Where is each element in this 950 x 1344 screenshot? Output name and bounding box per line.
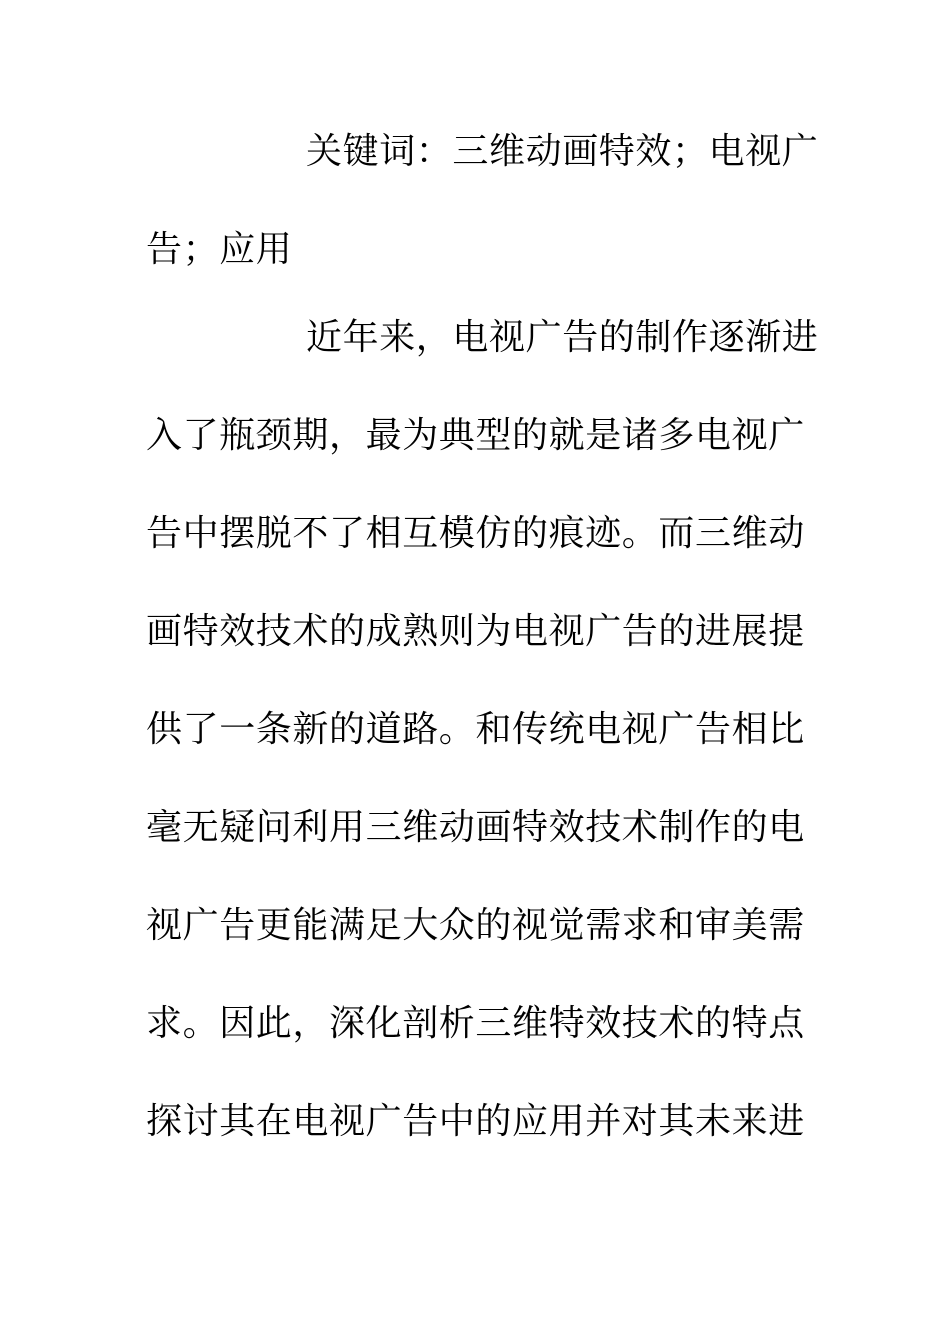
paragraph-line-7: 视广告更能满足大众的视觉需求和审美需: [146, 905, 805, 946]
keywords-line-2: 告；应用: [146, 229, 293, 270]
paragraph-line-8: 求。因此，深化剖析三维特效技术的特点: [146, 1003, 805, 1044]
paragraph-line-2: 入了瓶颈期，最为典型的就是诸多电视广: [146, 415, 805, 456]
paragraph-line-6: 毫无疑问利用三维动画特效技术制作的电: [146, 807, 805, 848]
paragraph-line-3: 告中摆脱不了相互模仿的痕迹。而三维动: [146, 513, 805, 554]
paragraph-line-4: 画特效技术的成熟则为电视广告的进展提: [146, 611, 805, 652]
keywords-line-1: 关键词：三维动画特效；电视广: [306, 131, 819, 172]
paragraph-line-1: 近年来，电视广告的制作逐渐进: [306, 317, 819, 358]
paragraph-line-9: 探讨其在电视广告中的应用并对其未来进: [146, 1101, 805, 1142]
paragraph-line-5: 供了一条新的道路。和传统电视广告相比: [146, 709, 805, 750]
